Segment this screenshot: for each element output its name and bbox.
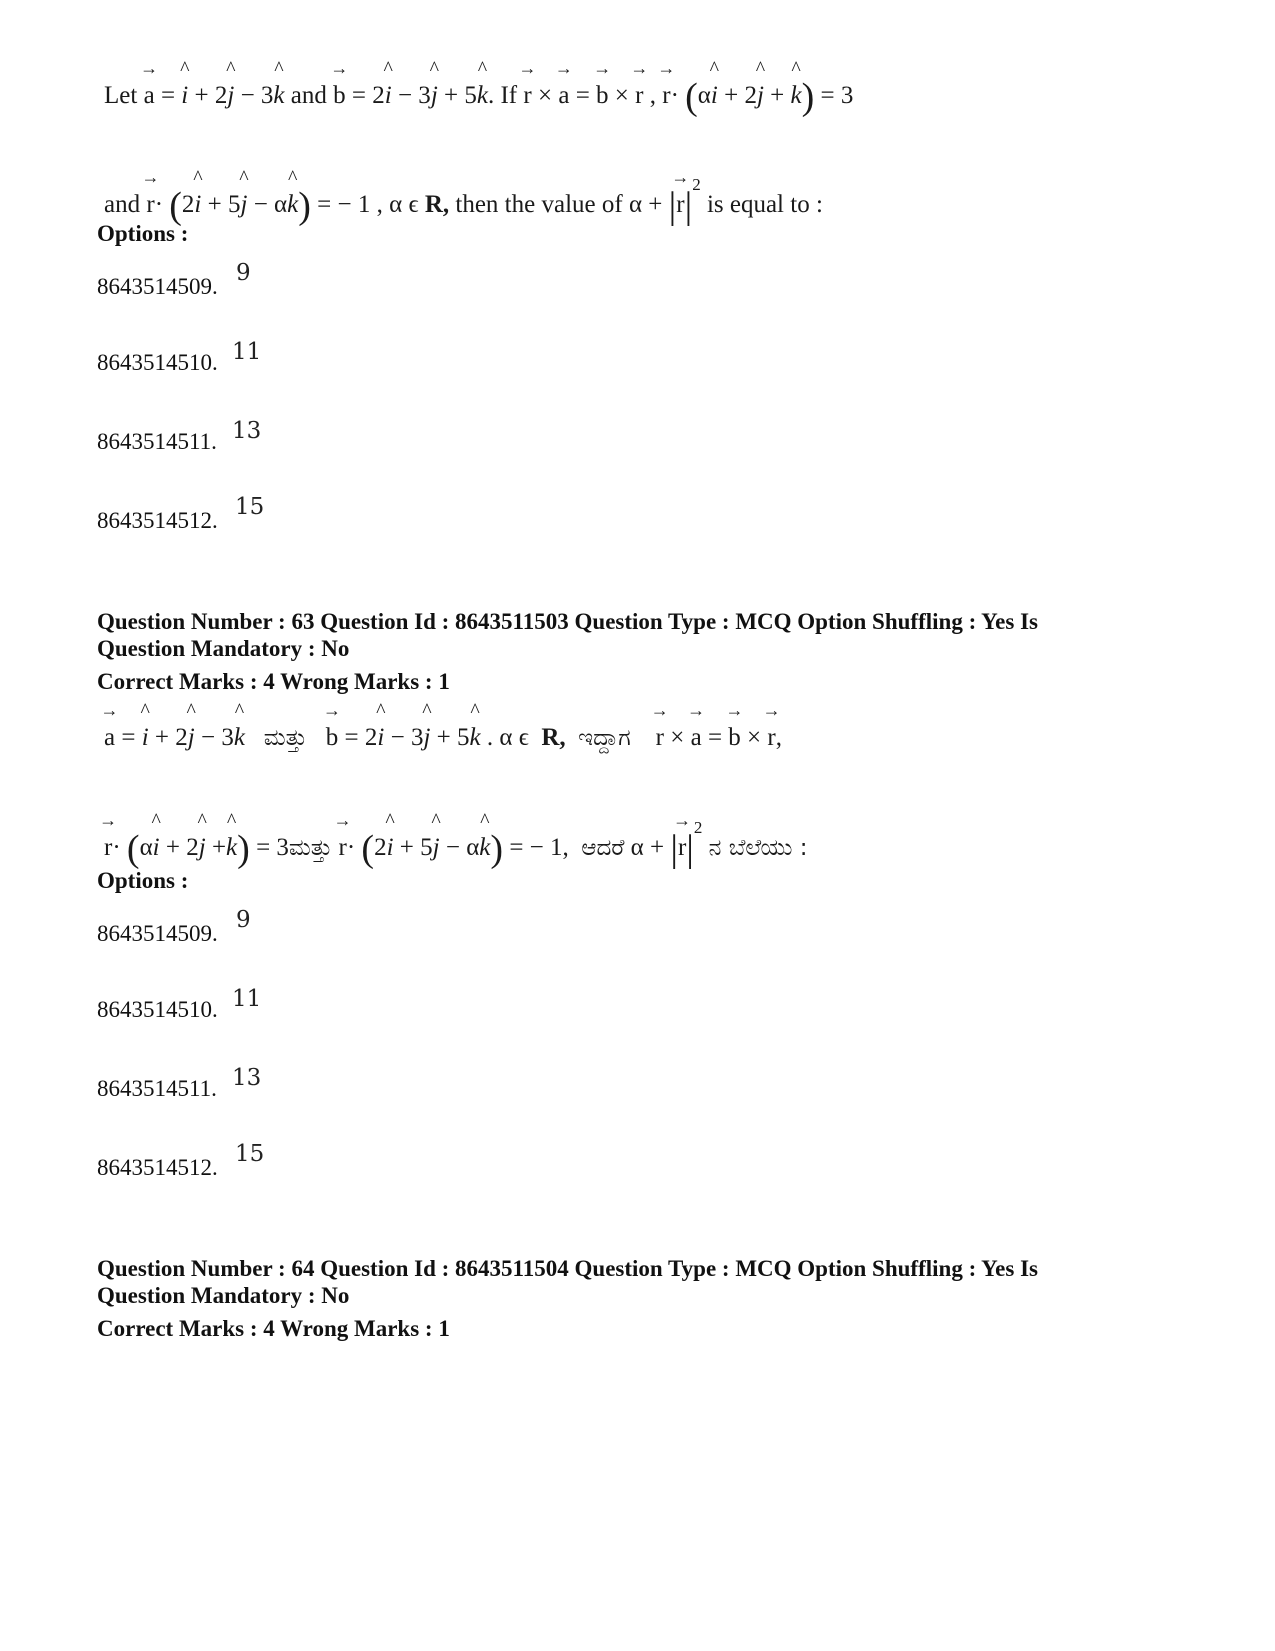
option-value: 11 [232, 339, 262, 365]
unit-k: ^ k [273, 83, 284, 108]
option-value: 13 [232, 418, 262, 444]
q63-statement-line-2: → r· (α^ i + 2^ j +^ k) = 3ಮತ್ತು → r· (2^ i + 5^ j − α^ k) = − 1, ಆದರೆ α + |→ $r|^2$ ನ ಬೆಲೆಯು : [104, 819, 807, 868]
vector-r: → r [523, 83, 531, 108]
question-header [97, 608, 1038, 662]
option-value: 9 [236, 260, 251, 286]
option-value: 9 [236, 907, 251, 933]
question-marks: Correct Marks : 4 Wrong Marks : 1 [97, 1316, 450, 1341]
q62-statement-line-2: and → r· (2^ i + 5^ j − α^ k) = − 1 , α ϵ R, then the value of α + |→ $r|^2$ is equal to : [104, 176, 823, 225]
q62-statement-line-1: Let → a = ^ i + 2^ j − 3^ k and → b = 2^ i − 3^ j + 5^ k. If → r × → a = → b × → r , → r· (α^ i + 2^ j + ^ k) = 3 [104, 78, 853, 116]
vector-b: → b [333, 83, 346, 108]
options-label: Options : [97, 221, 189, 246]
option-id: 8643514512. [97, 508, 218, 533]
question-meta: Question Number : 64 Question Id : 8643511504 Question Type : MCQ Option Shuffling : Yes Is [97, 1256, 1038, 1281]
option-id: 8643514511. [97, 1076, 217, 1101]
unit-j: ^ j [227, 83, 234, 108]
question-header [97, 1255, 1038, 1309]
option-value: 11 [232, 986, 262, 1012]
unit-i: ^ i [181, 83, 188, 108]
option-id: 8643514512. [97, 1155, 218, 1180]
option-id: 8643514509. [97, 921, 218, 946]
option-value: 13 [232, 1065, 262, 1091]
question-marks: Correct Marks : 4 Wrong Marks : 1 [97, 669, 450, 694]
option-id: 8643514509. [97, 274, 218, 299]
question-meta: Question Number : 63 Question Id : 8643511503 Question Type : MCQ Option Shuffling : Yes Is [97, 609, 1038, 634]
question-meta: Question Mandatory : No [97, 636, 350, 661]
q63-statement-line-1: → a = ^ i + 2^ j − 3^ k ಮತ್ತು → b = 2^ i − 3^ j + 5^ k . α ϵ R, ಇದ್ದಾಗ → r × → a = → b × → r, [104, 725, 782, 750]
text: Let [104, 82, 138, 109]
option-id: 8643514510. [97, 350, 218, 375]
option-value: 15 [235, 1141, 265, 1167]
option-value: 15 [235, 494, 265, 520]
vector-a: → a [144, 83, 155, 108]
question-meta: Question Mandatory : No [97, 1283, 350, 1308]
option-id: 8643514511. [97, 429, 217, 454]
option-id: 8643514510. [97, 997, 218, 1022]
options-label: Options : [97, 868, 189, 893]
